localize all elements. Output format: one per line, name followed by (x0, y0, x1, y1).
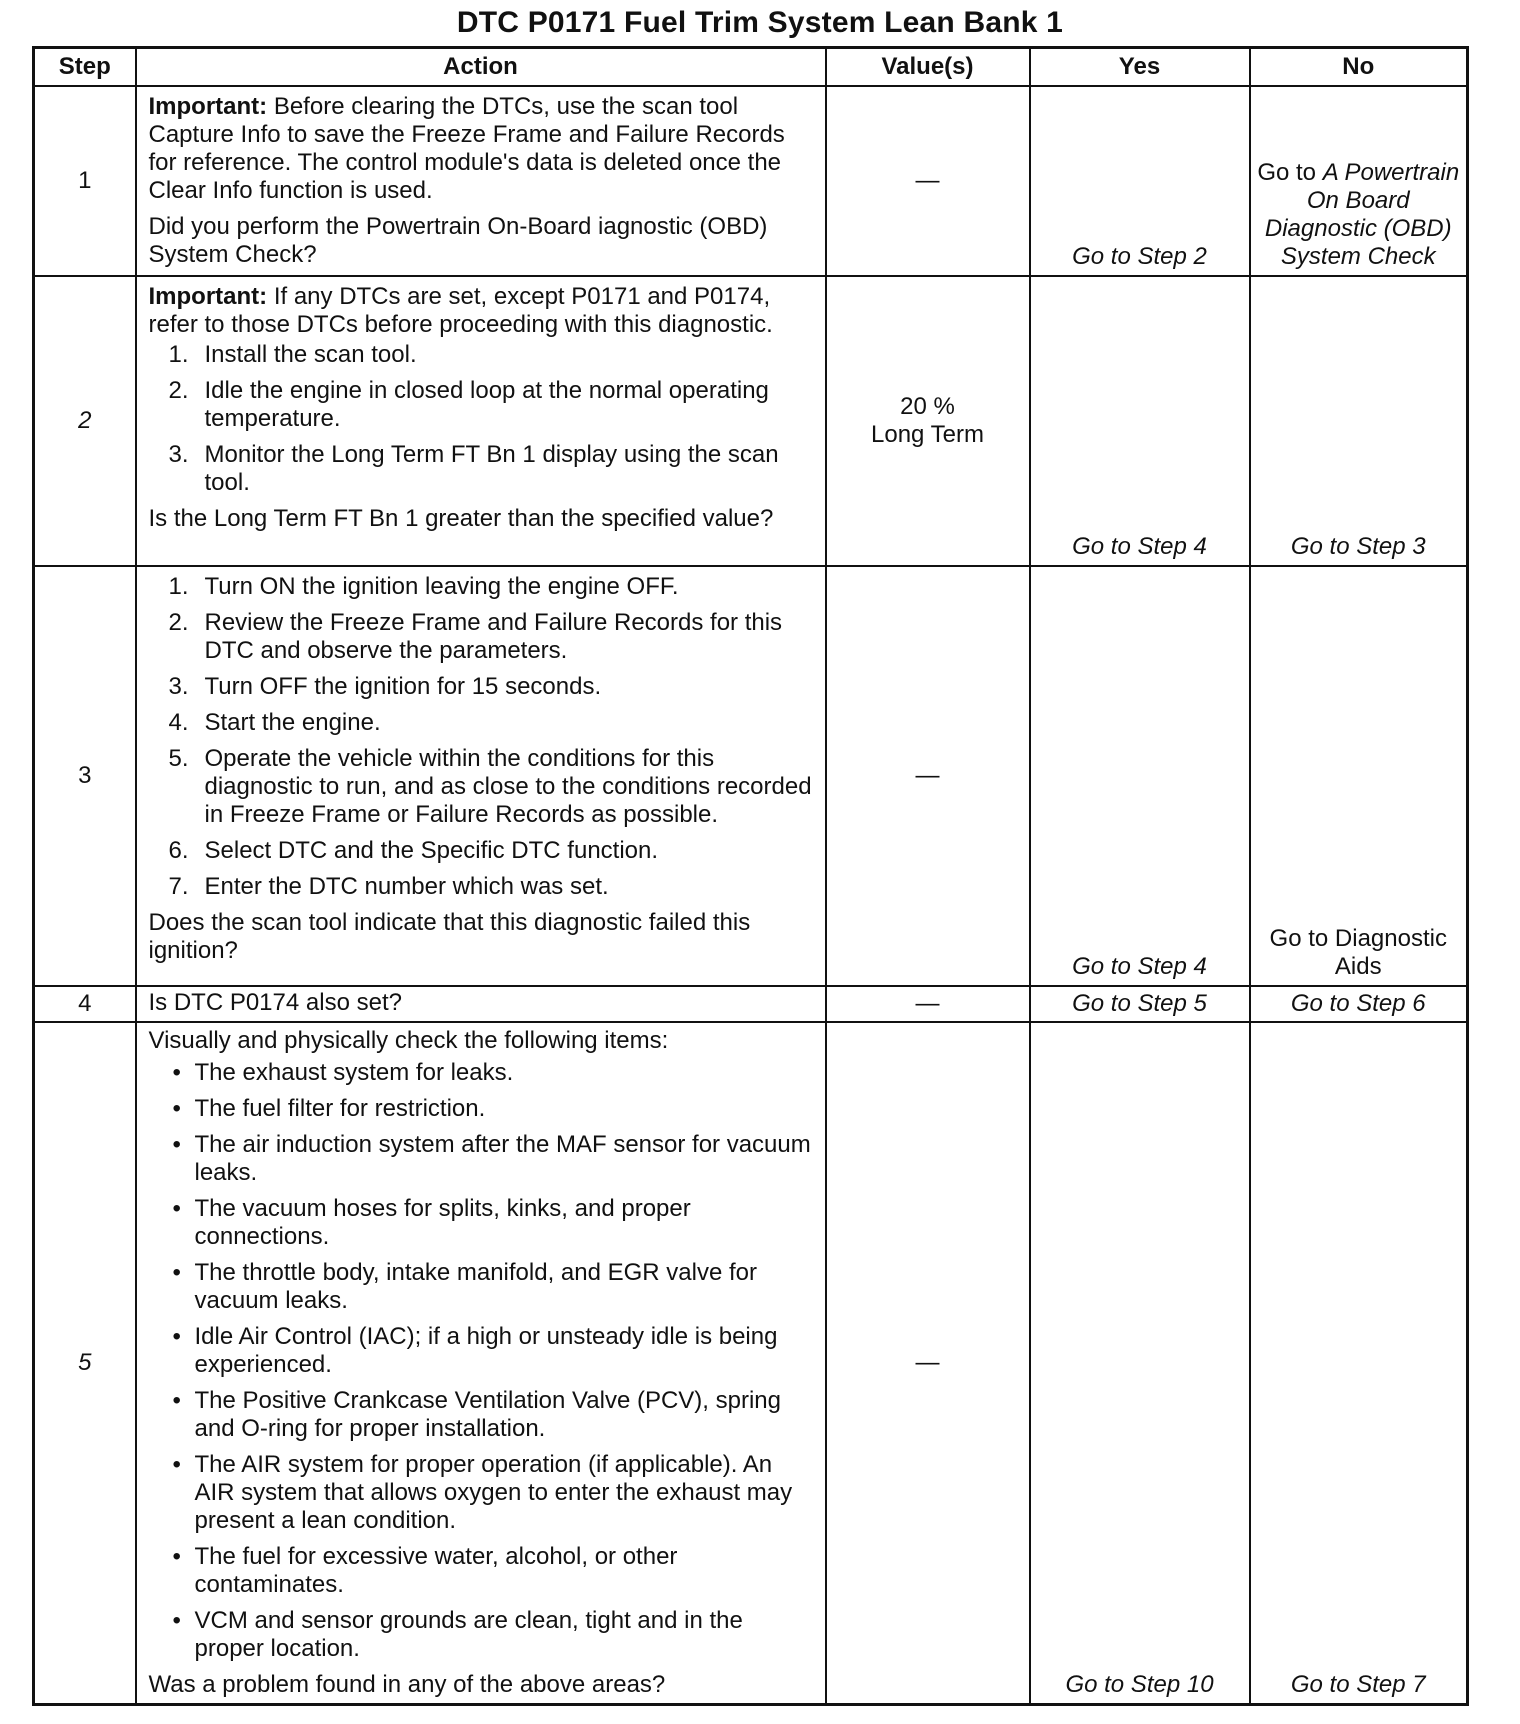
value-cell: — (826, 566, 1030, 986)
table-row-step-4 (34, 986, 1468, 1022)
list-item (149, 341, 815, 369)
item-number: 1. (168, 573, 189, 600)
no-cell: Go to Step 7 (1250, 1022, 1468, 1705)
item-text: The AIR system for proper operation (if applicable). An AIR system that allows oxygen to enter the exhaust may present a lean condition. (194, 1451, 793, 1534)
important-note (149, 283, 815, 339)
check-items-list (149, 1059, 815, 1663)
list-item (149, 1059, 815, 1087)
important-text: If any DTCs are set, except P0171 and P0174, refer to those DTCs before proceeding with this diagnostic. (148, 283, 773, 338)
yes-cell: Go to Step 4 (1030, 276, 1250, 566)
bullet-icon: • (172, 1131, 181, 1158)
question-text: Was a problem found in any of the above areas? (148, 1671, 666, 1698)
header-action: Action (136, 48, 826, 87)
item-number: 4. (168, 709, 189, 736)
list-item (149, 709, 815, 737)
list-item (149, 1451, 815, 1535)
step-number: 1 (34, 86, 136, 276)
list-item (149, 673, 815, 701)
step-number: 3 (34, 566, 136, 986)
bullet-icon: • (172, 1607, 181, 1634)
header-values: Value(s) (826, 48, 1030, 87)
item-text: The fuel filter for restriction. (194, 1095, 486, 1122)
item-number: 7. (168, 873, 189, 900)
bullet-icon: • (172, 1387, 181, 1414)
list-item (149, 1323, 815, 1379)
yes-cell: Go to Step 10 (1030, 1022, 1250, 1705)
yes-cell: Go to Step 5 (1030, 986, 1250, 1022)
step-number: 2 (34, 276, 136, 566)
diagnostic-table (32, 46, 1469, 1706)
value-cell: — (826, 986, 1030, 1022)
list-item (149, 745, 815, 829)
header-no: No (1250, 48, 1468, 87)
item-text: Select DTC and the Specific DTC function. (204, 837, 659, 864)
step-number: 5 (34, 1022, 136, 1705)
list-item (149, 873, 815, 901)
yes-cell: Go to Step 2 (1030, 86, 1250, 276)
item-text: Turn ON the ignition leaving the engine OFF. (204, 573, 679, 600)
item-text: Review the Freeze Frame and Failure Records for this DTC and observe the parameters. (204, 609, 783, 664)
page-title: DTC P0171 Fuel Trim System Lean Bank 1 (456, 6, 1064, 39)
item-text: The throttle body, intake manifold, and EGR valve for vacuum leaks. (194, 1259, 758, 1314)
action-cell (136, 1022, 826, 1705)
table-header-row (34, 48, 1468, 87)
step-number: 4 (34, 986, 136, 1022)
action-cell (136, 86, 826, 276)
item-text: Monitor the Long Term FT Bn 1 display using the scan tool. (204, 441, 779, 496)
intro-text: Visually and physically check the following items: (148, 1027, 669, 1054)
question-text: Did you perform the Powertrain On-Board iagnostic (OBD) System Check? (148, 213, 768, 268)
question-text: Does the scan tool indicate that this diagnostic failed this ignition? (148, 909, 751, 964)
list-item (149, 1543, 815, 1599)
table-row-step-5 (34, 1022, 1468, 1705)
action-cell (136, 986, 826, 1022)
list-item (149, 441, 815, 497)
bullet-icon: • (172, 1543, 181, 1570)
action-cell (136, 566, 826, 986)
value-line-2: Long Term (871, 421, 984, 448)
table-row-step-1 (34, 86, 1468, 276)
bullet-icon: • (172, 1323, 181, 1350)
item-text: Operate the vehicle within the conditions for this diagnostic to run, and as close to the conditions recorded in Freeze Frame or Failure Records as possible. (204, 745, 812, 828)
question-text: Is the Long Term FT Bn 1 greater than the specified value? (148, 505, 774, 532)
header-yes: Yes (1030, 48, 1250, 87)
item-text: The exhaust system for leaks. (194, 1059, 514, 1086)
list-item (149, 1095, 815, 1123)
question-text: Is DTC P0174 also set? (148, 989, 402, 1016)
list-item (149, 377, 815, 433)
item-number: 3. (168, 673, 189, 700)
yes-cell: Go to Step 4 (1030, 566, 1250, 986)
table-row-step-2 (34, 276, 1468, 566)
important-note (149, 93, 815, 205)
item-text: Turn OFF the ignition for 15 seconds. (204, 673, 602, 700)
no-cell: Go to Step 6 (1250, 986, 1468, 1022)
item-text: Idle the engine in closed loop at the normal operating temperature. (204, 377, 769, 432)
no-cell: Go to Step 3 (1250, 276, 1468, 566)
item-text: The air induction system after the MAF sensor for vacuum leaks. (194, 1131, 811, 1186)
important-text: Before clearing the DTCs, use the scan tool Capture Info to save the Freeze Frame and Failure Records for reference. The control module's data is deleted once the Clear Info function is used. (148, 93, 785, 204)
bullet-icon: • (172, 1195, 181, 1222)
bullet-icon: • (172, 1095, 181, 1122)
list-item (149, 1387, 815, 1443)
list-item (149, 609, 815, 665)
list-item (149, 573, 815, 601)
important-label: Important: (148, 283, 268, 310)
value-line-1: 20 % (900, 393, 955, 420)
no-link-obd-check: A Powertrain On Board Diagnostic (OBD) System Check (1264, 159, 1460, 270)
list-item (149, 1195, 815, 1251)
no-prefix: Go to (1257, 159, 1323, 186)
item-text: The vacuum hoses for splits, kinks, and proper connections. (194, 1195, 691, 1250)
item-number: 3. (168, 441, 189, 468)
list-item (149, 1131, 815, 1187)
item-text: The Positive Crankcase Ventilation Valve (PCV), spring and O-ring for proper installation. (194, 1387, 781, 1442)
bullet-icon: • (172, 1259, 181, 1286)
list-item (149, 837, 815, 865)
item-text: The fuel for excessive water, alcohol, or other contaminates. (194, 1543, 678, 1598)
action-steps-list (149, 573, 815, 901)
value-cell (826, 276, 1030, 566)
bullet-icon: • (172, 1451, 181, 1478)
no-cell: Go to Diagnostic Aids (1250, 566, 1468, 986)
list-item (149, 1607, 815, 1663)
item-number: 5. (168, 745, 189, 772)
item-text: Idle Air Control (IAC); if a high or unsteady idle is being experienced. (194, 1323, 778, 1378)
action-steps-list (149, 341, 815, 497)
item-number: 6. (168, 837, 189, 864)
important-label: Important: (148, 93, 268, 120)
item-number: 2. (168, 377, 189, 404)
item-text: Start the engine. (204, 709, 381, 736)
item-text: Enter the DTC number which was set. (204, 873, 609, 900)
value-cell: — (826, 86, 1030, 276)
no-cell (1250, 86, 1468, 276)
action-cell (136, 276, 826, 566)
value-cell: — (826, 1022, 1030, 1705)
item-number: 1. (168, 341, 189, 368)
item-text: Install the scan tool. (204, 341, 417, 368)
header-step: Step (34, 48, 136, 87)
list-item (149, 1259, 815, 1315)
bullet-icon: • (172, 1059, 181, 1086)
item-text: VCM and sensor grounds are clean, tight and in the proper location. (194, 1607, 743, 1662)
item-number: 2. (168, 609, 189, 636)
table-row-step-3 (34, 566, 1468, 986)
